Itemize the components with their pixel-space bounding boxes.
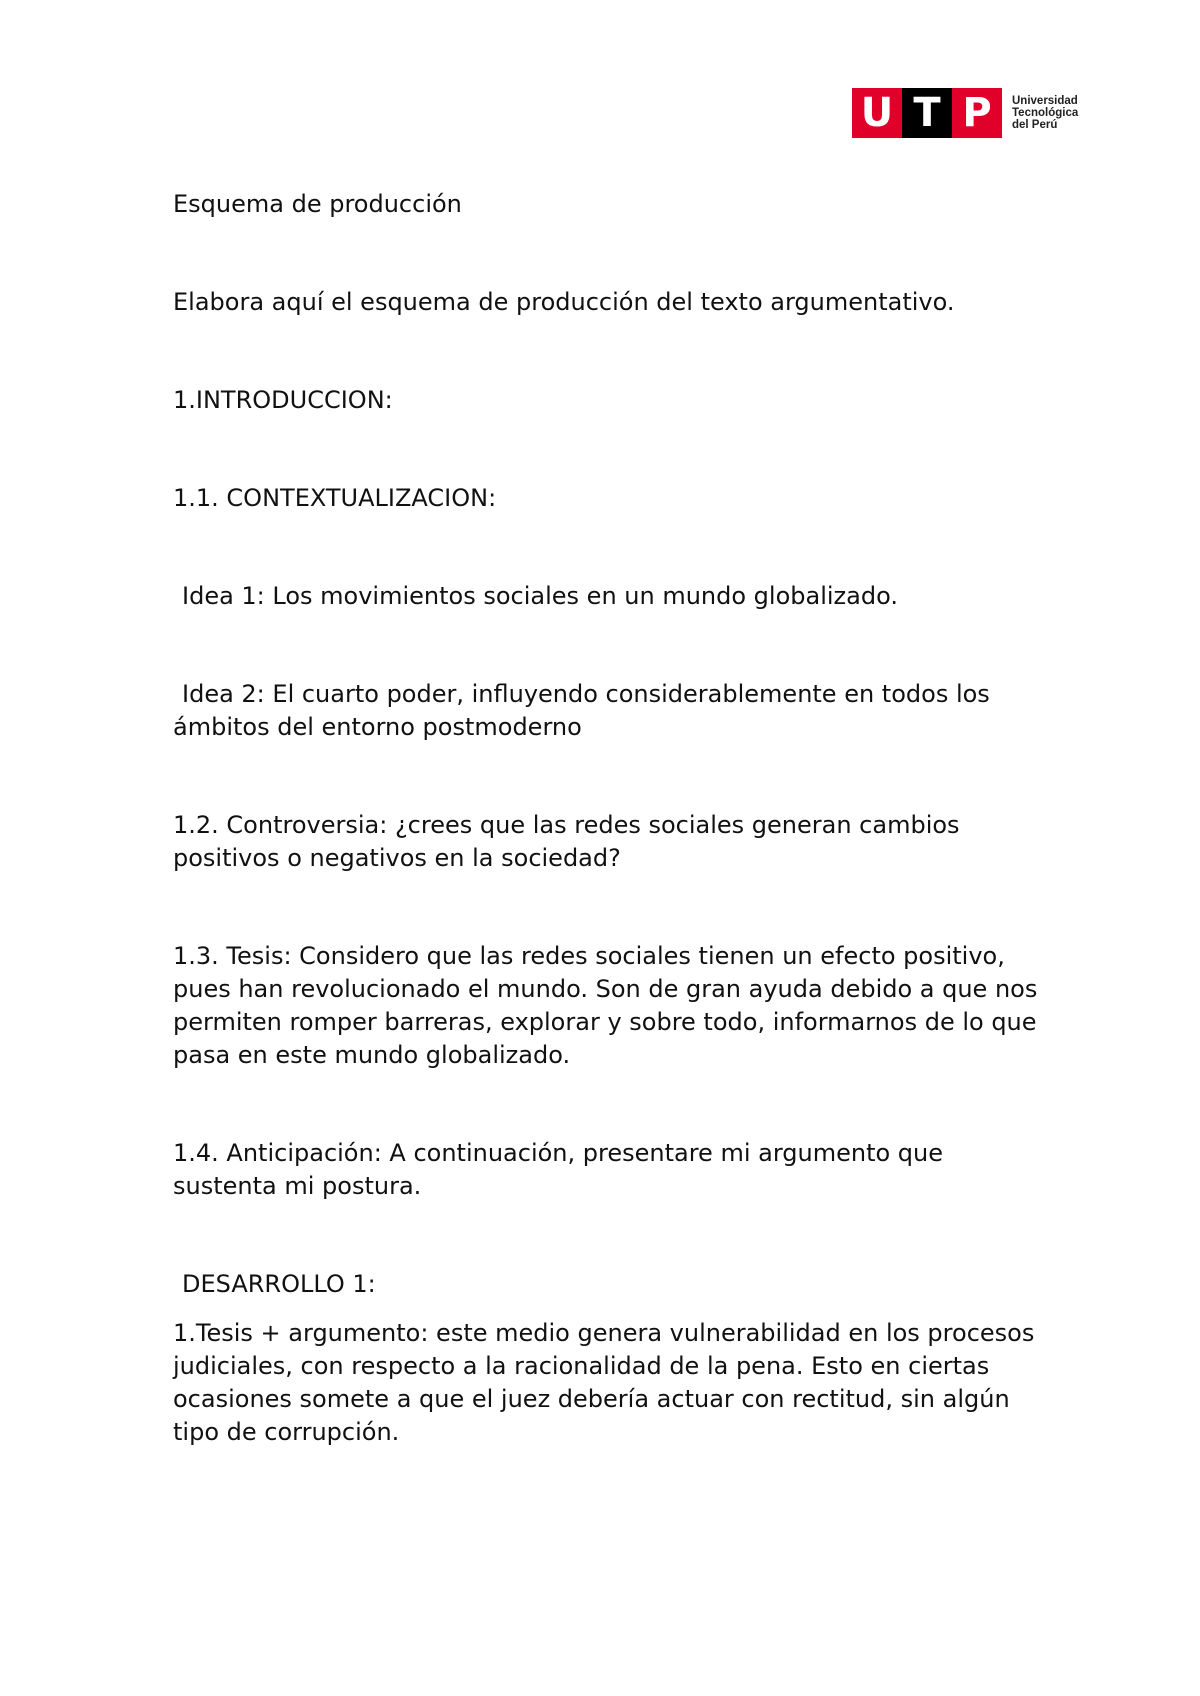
document-title: Esquema de producción — [173, 190, 462, 218]
instruction-text: Elabora aquí el esquema de producción del texto argumentativo. — [173, 288, 955, 316]
contextualization-heading: 1.1. CONTEXTUALIZACION: — [173, 484, 497, 512]
anticipation: 1.4. Anticipación: A continuación, presentare mi argumento que sustenta mi postura. — [173, 1139, 944, 1200]
logo-letter-u: U — [852, 88, 902, 138]
development-heading: DESARROLLO 1: — [182, 1270, 376, 1298]
idea-2: Idea 2: El cuarto poder, influyendo considerablemente en todos los ámbitos del entorno postmoderno — [173, 680, 990, 741]
logo-university-name — [1012, 95, 1078, 131]
introduction-heading: 1.INTRODUCCION: — [173, 386, 393, 414]
development-1: 1.Tesis + argumento: este medio genera vulnerabilidad en los procesos judiciales, con respecto a la racionalidad de la pena. Esto en ciertas ocasiones somete a que el juez debería actuar con rectitud, sin algún tipo de corrupción. — [173, 1319, 1035, 1446]
logo-text-line-3: del Perú — [1012, 119, 1058, 131]
logo-text-line-2: Tecnológica — [1012, 107, 1079, 119]
document-body — [173, 188, 1053, 1449]
controversy: 1.2. Controversia: ¿crees que las redes sociales generan cambios positivos o negativos en la sociedad? — [173, 811, 960, 872]
logo-text-line-1: Universidad — [1012, 95, 1078, 107]
idea-1: Idea 1: Los movimientos sociales en un mundo globalizado. — [182, 582, 898, 610]
logo-letter-t: T — [902, 88, 952, 138]
thesis: 1.3. Tesis: Considero que las redes sociales tienen un efecto positivo, pues han revolucionado el mundo. Son de gran ayuda debido a que nos permiten romper barreras, explorar y sobre todo, informarnos de lo que pasa en este mundo globalizado. — [173, 942, 1038, 1069]
utp-logo — [852, 88, 1078, 138]
logo-letter-p: P — [952, 88, 1002, 138]
